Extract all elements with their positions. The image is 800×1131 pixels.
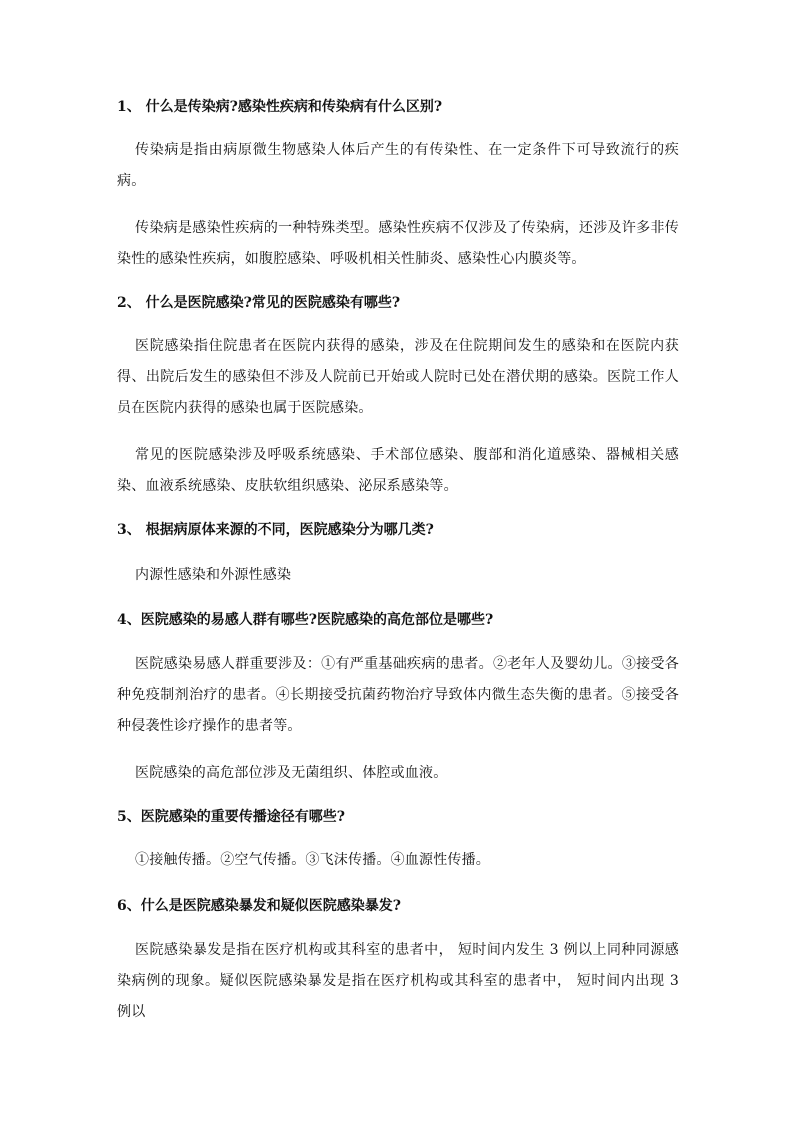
paragraph-4-1: 医院感染易感人群重要涉及：①有严重基础疾病的患者。②老年人及婴幼儿。③接受各种免疫制剂治疗的患者。④长期接受抗菌药物治疗导致体内微生态失衡的患者。⑤接受各种侵袭性诊疗操作的患者等。 — [117, 656, 679, 734]
question-heading-2: 2、 什么是医院感染?常见的医院感染有哪些? — [117, 295, 401, 311]
question-heading-4: 4、医院感染的易感人群有哪些?医院感染的高危部位是哪些? — [117, 612, 494, 628]
paragraph-4-2: 医院感染的高危部位涉及无菌组织、体腔或血液。 — [135, 765, 448, 781]
paragraph-5-1: ①接触传播。②空气传播。③飞沫传播。④血源性传播。 — [135, 852, 490, 868]
paragraph-6-1: 医院感染暴发是指在医疗机构或其科室的患者中， 短时间内发生 3 例以上同种同源感染病例的现象。疑似医院感染暴发是指在医疗机构或其科室的患者中， 短时间内出现 3 例以 — [117, 942, 679, 1020]
question-heading-3: 3、 根据病原体来源的不同，医院感染分为哪几类? — [117, 522, 434, 538]
paragraph-2-1: 医院感染指住院患者在医院内获得的感染，涉及在住院期间发生的感染和在医院内获得、出院后发生的感染但不涉及人院前已开始或人院时已处在潜伏期的感染。医院工作人员在医院内获得的感染也属于医院感染。 — [117, 338, 679, 416]
paragraph-1-2: 传染病是感染性疾病的一种特殊类型。感染性疾病不仅涉及了传染病，还涉及许多非传染性的感染性疾病，如腹腔感染、呼吸机相关性肺炎、感染性心内膜炎等。 — [117, 220, 679, 267]
question-heading-6: 6、什么是医院感染暴发和疑似医院感染暴发? — [117, 898, 401, 914]
question-heading-5: 5、医院感染的重要传播途径有哪些? — [117, 809, 345, 825]
paragraph-3-1: 内源性感染和外源性感染 — [135, 567, 292, 583]
paragraph-1-1: 传染病是指由病原微生物感染人体后产生的有传染性、在一定条件下可导致流行的疾病。 — [117, 142, 679, 189]
paragraph-2-2: 常见的医院感染涉及呼吸系统感染、手术部位感染、腹部和消化道感染、器械相关感染、血液系统感染、皮肤软组织感染、泌尿系感染等。 — [117, 447, 679, 494]
question-heading-1: 1、 什么是传染病?感染性疾病和传染病有什么区别? — [117, 99, 443, 115]
